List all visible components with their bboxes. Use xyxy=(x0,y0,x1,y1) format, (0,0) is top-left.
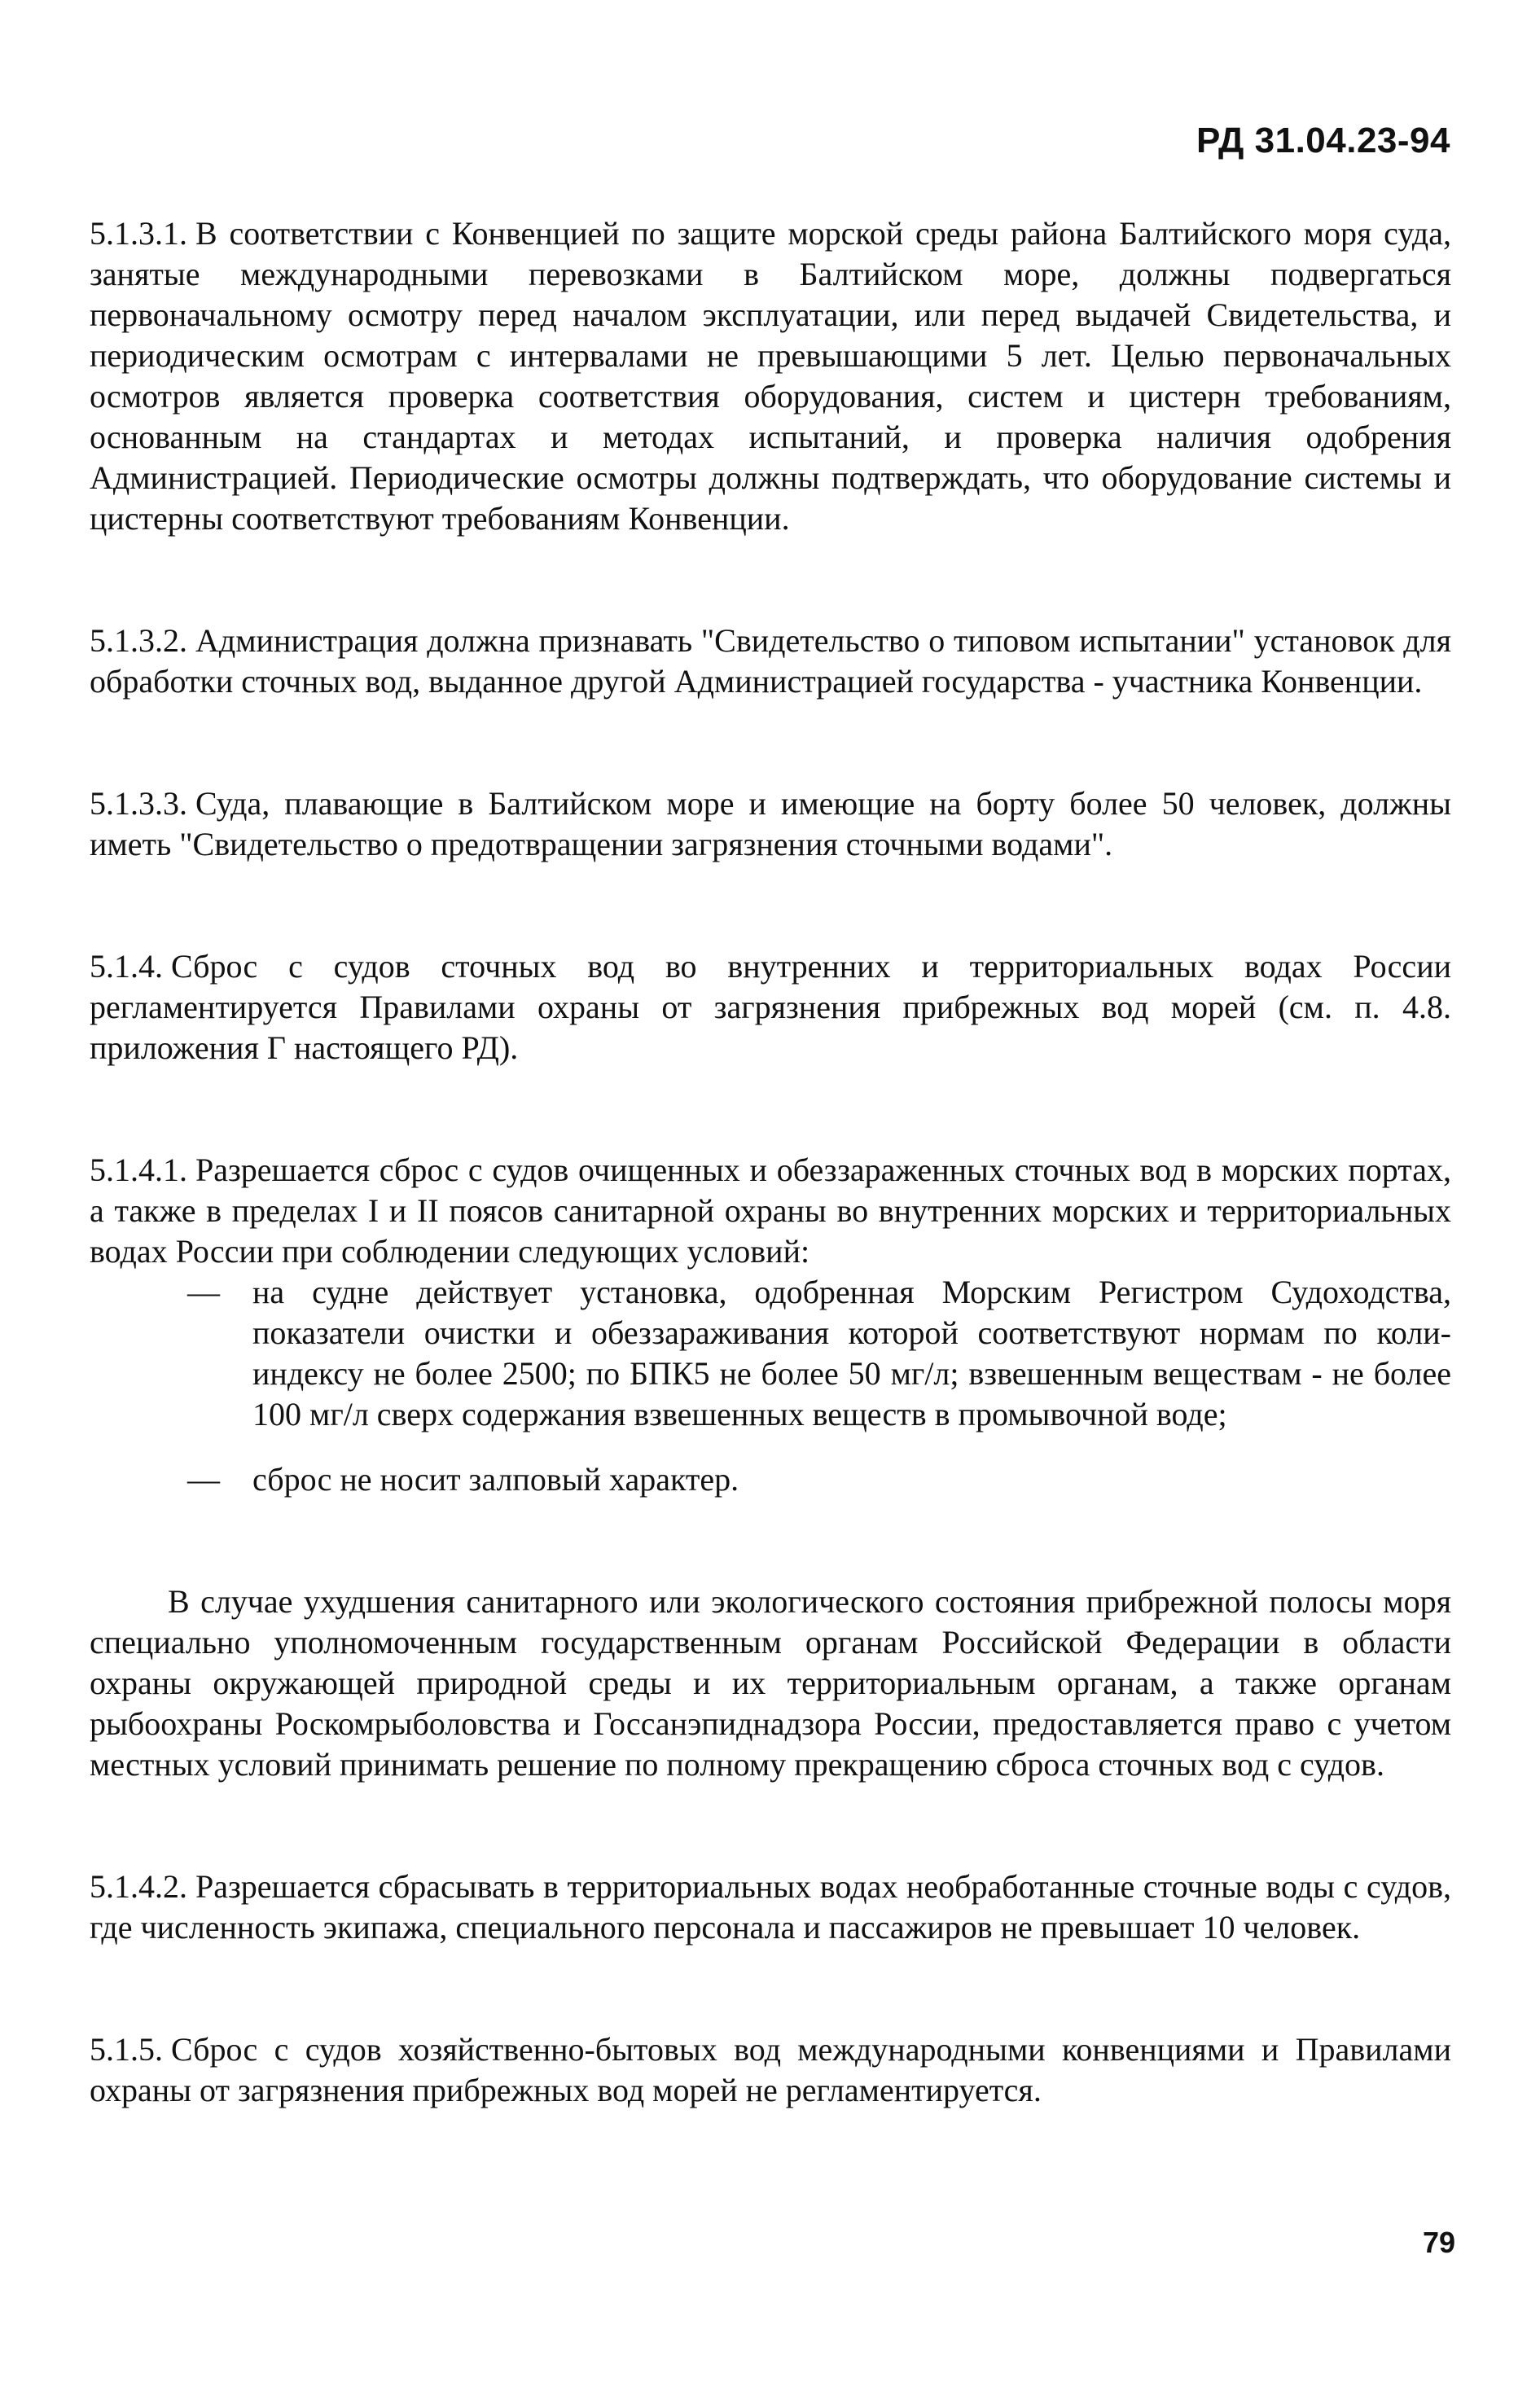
conditions-list xyxy=(90,1272,1451,1500)
paragraph-5-1-4-1 xyxy=(90,1150,1451,1272)
clause-number: 5.1.4. xyxy=(90,948,163,985)
dash-marker: — xyxy=(187,1461,220,1498)
paragraph-5-1-4 xyxy=(90,946,1451,1068)
clause-number: 5.1.3.3. xyxy=(90,785,187,822)
paragraph-5-1-3-1 xyxy=(90,213,1451,539)
clause-number: 5.1.4.2. xyxy=(90,1868,187,1905)
clause-text: Суда, плавающие в Балтийском море и имеющие на борту более 50 человек, должны иметь "Свидетельство о предотвращении загрязнения сточными водами". xyxy=(90,785,1451,862)
clause-text: В соответствии с Конвенцией по защите морской среды района Балтийского моря суда, занятые международными перевозками в Балтийском море, должны подвергаться первоначальному осмотру перед началом эксплуатации, или перед выдачей Свидетельства, и периодическим осмотрам с интервалами не превышающими 5 лет. Целью первоначальных осмотров является проверка соответствия оборудования, систем и цистерн требованиям, основанным на стандартах и методах испытаний, и проверка наличия одобрения Администрацией. Периодические осмотры должны подтверждать, что оборудование системы и цистерны соответствуют требованиям Конвенции. xyxy=(90,215,1451,537)
clause-text: Разрешается сбрасывать в территориальных водах необработанные сточные воды с судов, где численность экипажа, специального персонала и пассажиров не превышает 10 человек. xyxy=(90,1868,1451,1946)
paragraph-5-1-3-2 xyxy=(90,621,1451,702)
dash-marker: — xyxy=(187,1274,220,1310)
list-item-text: сброс не носит залповый характер. xyxy=(252,1461,739,1498)
list-item xyxy=(90,1459,1451,1500)
clause-number: 5.1.3.2. xyxy=(90,622,187,659)
clause-text: Администрация должна признавать "Свидетельство о типовом испытании" установок для обработки сточных вод, выданное другой Администрацией государства - участника Конвенции. xyxy=(90,622,1451,700)
list-item xyxy=(90,1272,1451,1435)
clause-number: 5.1.5. xyxy=(90,2031,163,2068)
paragraph-5-1-5 xyxy=(90,2029,1451,2111)
paragraph-5-1-4-2 xyxy=(90,1867,1451,1948)
clause-text: Сброс с судов хозяйственно-бытовых вод международными конвенциями и Правилами охраны от загрязнения прибрежных вод морей не регламентируется. xyxy=(90,2031,1451,2108)
clause-number: 5.1.3.1. xyxy=(90,215,187,252)
document-body xyxy=(90,213,1451,2111)
clause-text: Сброс с судов сточных вод во внутренних и территориальных водах России регламентируется Правилами охраны от загрязнения прибрежных вод морей (см. п. 4.8. приложения Г настоящего РД). xyxy=(90,948,1451,1066)
document-code: РД 31.04.23-94 xyxy=(1196,121,1450,160)
clause-text: Разрешается сброс с судов очищенных и обеззараженных сточных вод в морских портах, а также в пределах I и II поясов санитарной охраны во внутренних морских и территориальных водах России при соблюдении следующих условий: xyxy=(90,1152,1451,1270)
page-number: 79 xyxy=(1422,2226,1455,2259)
clause-number: 5.1.4.1. xyxy=(90,1152,187,1188)
paragraph-5-1-3-3 xyxy=(90,783,1451,865)
note-paragraph: В случае ухудшения санитарного или экологического состояния прибрежной полосы моря специально уполномоченным государственным органам Российской Федерации в области охраны окружающей природной среды и их территориальным органам, а также органам рыбоохраны Роскомрыболовства и Госсанэпиднадзора России, предоставляется право с учетом местных условий принимать решение по полному прекращению сброса сточных вод с судов. xyxy=(90,1583,1451,1783)
list-item-text: на судне действует установка, одобренная Морским Регистром Судоходства, показатели очистки и обеззараживания которой соответствуют нормам по коли-индексу не более 2500; по БПК5 не более 50 мг/л; взвешенным веществам - не более 100 мг/л сверх содержания взвешенных веществ в промывочной воде; xyxy=(252,1274,1451,1432)
